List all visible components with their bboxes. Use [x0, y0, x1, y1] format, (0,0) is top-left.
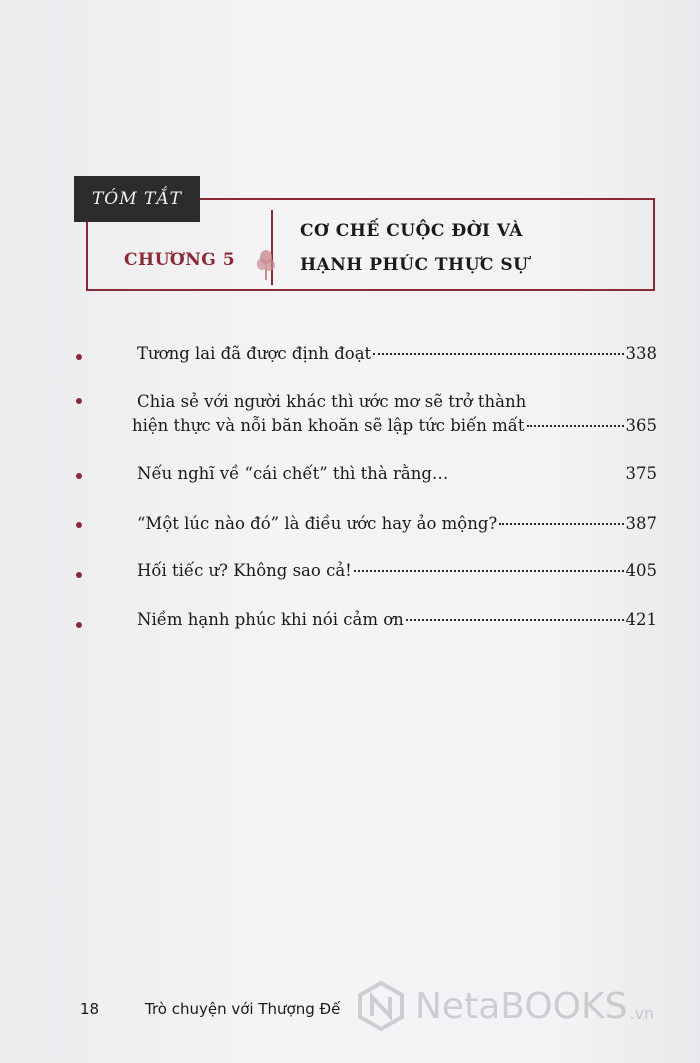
- toc-leader: [527, 425, 624, 427]
- toc-entry[interactable]: [137, 342, 657, 366]
- toc-entry-title: Niềm hạnh phúc khi nói cảm ơn: [137, 610, 404, 629]
- bullet-icon: [76, 473, 82, 479]
- toc-entry-page: 405: [625, 561, 657, 580]
- watermark-brand: NetaBOOKS: [415, 985, 628, 1027]
- toc-leader: [406, 619, 624, 621]
- bullet-icon: [76, 398, 82, 404]
- toc-leader: [499, 523, 623, 525]
- flower-ornament-icon: [255, 248, 277, 280]
- toc-entry[interactable]: [137, 608, 657, 632]
- bullet-icon: [76, 522, 82, 528]
- running-footer-title: Trò chuyện với Thượng Đế: [145, 1000, 341, 1018]
- toc-entry-title: hiện thực và nỗi băn khoăn sẽ lập tức biến mất: [132, 416, 525, 435]
- toc-leader: [354, 570, 624, 572]
- toc-entry[interactable]: [137, 462, 657, 486]
- toc-entry-title: Nếu nghĩ về “cái chết” thì thà rằng…: [137, 464, 449, 483]
- bullet-icon: [76, 354, 82, 360]
- toc-entry[interactable]: [137, 512, 657, 536]
- toc-entry[interactable]: [132, 414, 657, 438]
- watermark: [355, 980, 654, 1032]
- toc-entry-page: 338: [625, 344, 657, 363]
- toc-entry-title: Hối tiếc ư? Không sao cả!: [137, 561, 352, 580]
- bullet-icon: [76, 622, 82, 628]
- toc-entry[interactable]: [137, 559, 657, 583]
- toc-entry-title-line-1: Chia sẻ với người khác thì ước mơ sẽ trở thành: [137, 392, 527, 411]
- toc-entry-page: 387: [625, 514, 657, 533]
- toc-entry-page: 375: [625, 464, 657, 483]
- toc-entry-page: 421: [625, 610, 657, 629]
- chapter-label: CHƯƠNG 5: [124, 250, 236, 270]
- toc-leader: [373, 353, 623, 355]
- chapter-title-line-1: CƠ CHẾ CUỘC ĐỜI VÀ: [300, 221, 523, 241]
- toc-entry-title: “Một lúc nào đó” là điều ước hay ảo mộng?: [137, 514, 498, 533]
- watermark-domain: .vn: [629, 1003, 655, 1023]
- chapter-title-line-2: HẠNH PHÚC THỰC SỰ: [300, 255, 529, 275]
- toc-entry-title: Tương lai đã được định đoạt: [137, 344, 372, 363]
- chapter-title: [300, 214, 528, 282]
- bullet-icon: [76, 572, 82, 578]
- page-number: 18: [80, 1000, 100, 1018]
- summary-tag: TÓM TẮT: [74, 176, 200, 222]
- netabooks-logo-icon: [355, 980, 407, 1032]
- toc-entry-page: 365: [625, 416, 657, 435]
- toc-leader: [450, 473, 623, 475]
